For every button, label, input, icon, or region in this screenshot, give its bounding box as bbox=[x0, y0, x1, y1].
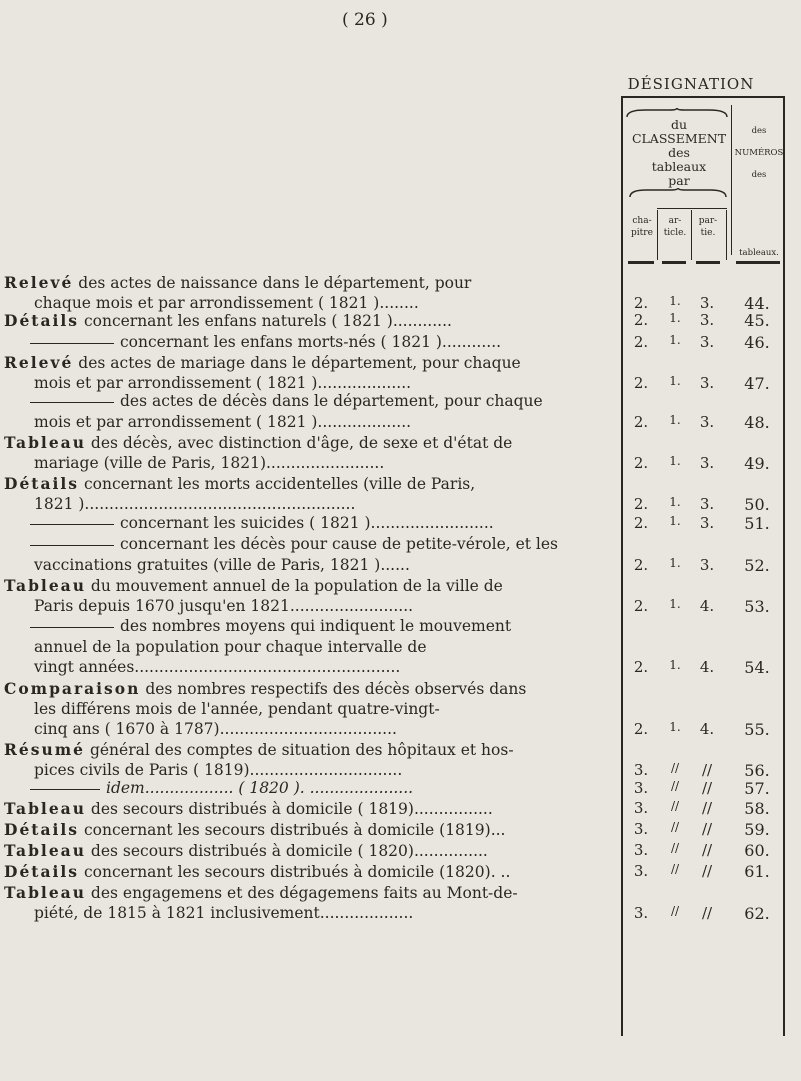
header-sub bbox=[620, 118, 738, 188]
chapitre-value: 2. bbox=[633, 596, 649, 615]
chapitre-value: 3. bbox=[633, 779, 649, 797]
article-value: // bbox=[670, 820, 680, 834]
numero-value: 56. bbox=[744, 760, 770, 780]
article-value: 1. bbox=[669, 293, 681, 308]
row-label-line bbox=[34, 413, 411, 431]
row-label-text: Paris depuis 1670 jusqu'en 1821......................... bbox=[34, 596, 414, 615]
numero-value: 59. bbox=[744, 820, 770, 839]
article-value: 1. bbox=[669, 596, 681, 611]
dash-mark bbox=[30, 789, 100, 790]
chapitre-value: 3. bbox=[633, 903, 649, 922]
row-label-text: chaque mois et par arrondissement ( 1821 )........ bbox=[34, 293, 419, 312]
row-label-line bbox=[4, 862, 510, 880]
row-label-line bbox=[4, 433, 512, 451]
header-col-line: des bbox=[751, 170, 767, 180]
row-label-text: concernant les secours distribués à domicile (1820). .. bbox=[79, 863, 511, 881]
row-label-line bbox=[34, 294, 419, 312]
article-value: 1. bbox=[669, 514, 681, 528]
header-title: DÉSIGNATION bbox=[627, 75, 755, 93]
row-label-text: vingt années...................................................... bbox=[34, 658, 401, 676]
row-label-text: piété, de 1815 à 1821 inclusivement................... bbox=[34, 903, 414, 922]
row-label-text: concernant les morts accidentelles (ville de Paris, bbox=[79, 475, 476, 493]
row-lead-word: Relevé bbox=[4, 273, 74, 292]
row-label-line bbox=[4, 841, 488, 859]
chapitre-value: 2. bbox=[633, 293, 649, 312]
row-label-text: des actes de naissance dans le département, pour bbox=[73, 274, 472, 292]
chapitre-value: 3. bbox=[633, 862, 649, 880]
dash-mark bbox=[30, 545, 114, 546]
row-lead-word: Détails bbox=[4, 311, 80, 330]
row-label-line bbox=[30, 617, 511, 635]
numero-value: 52. bbox=[744, 555, 770, 575]
header-sub-line: CLASSEMENT bbox=[631, 131, 727, 146]
header-col-line: tableaux. bbox=[739, 248, 779, 258]
article-value: // bbox=[670, 799, 680, 813]
article-value: 1. bbox=[669, 333, 681, 347]
row-label-line bbox=[34, 597, 413, 615]
row-label-line bbox=[34, 556, 410, 574]
row-label-text: concernant les enfans naturels ( 1821 )............ bbox=[79, 312, 452, 330]
header-sub-line: tableaux bbox=[651, 159, 707, 174]
row-lead-word: Détails bbox=[4, 820, 80, 839]
partie-value: // bbox=[701, 903, 713, 922]
row-lead-word: Tableau bbox=[4, 799, 86, 818]
column-divider bbox=[726, 210, 727, 260]
row-label-line bbox=[34, 374, 411, 392]
numero-value: 54. bbox=[744, 658, 770, 677]
article-value: 1. bbox=[669, 453, 681, 468]
row-lead-word: Tableau bbox=[4, 841, 86, 860]
header-rule bbox=[736, 261, 780, 264]
row-label-text: mois et par arrondissement ( 1821 )................... bbox=[34, 412, 412, 431]
partie-value: // bbox=[701, 862, 713, 880]
partie-value: 3. bbox=[699, 293, 715, 312]
row-label-text: des actes de décès dans le département, pour chaque bbox=[120, 392, 543, 410]
header-col-article bbox=[660, 215, 690, 239]
row-label-line bbox=[30, 392, 543, 410]
header-rule bbox=[628, 261, 654, 264]
row-label-text: concernant les suicides ( 1821 )......................... bbox=[120, 514, 494, 532]
article-value: 1. bbox=[669, 494, 681, 509]
partie-value: // bbox=[701, 779, 713, 797]
row-label-line bbox=[34, 700, 440, 718]
row-label-line bbox=[30, 333, 501, 351]
row-label-text: du mouvement annuel de la population de la ville de bbox=[86, 577, 503, 595]
column-divider bbox=[783, 96, 785, 1036]
numero-value: 61. bbox=[744, 862, 770, 881]
row-label-text: des secours distribués à domicile ( 1820)............... bbox=[86, 842, 488, 860]
header-col-partie bbox=[694, 215, 722, 239]
row-label-text: des décès, avec distinction d'âge, de sexe et d'état de bbox=[86, 434, 513, 452]
column-divider bbox=[731, 105, 732, 255]
row-label-line bbox=[4, 311, 452, 329]
chapitre-value: 2. bbox=[633, 494, 649, 513]
numero-value: 47. bbox=[744, 373, 770, 393]
numero-value: 45. bbox=[744, 311, 770, 330]
header-rule bbox=[662, 261, 686, 264]
row-label-text: des nombres moyens qui indiquent le mouvement bbox=[120, 617, 512, 635]
article-value: 1. bbox=[669, 555, 681, 570]
partie-value: 3. bbox=[699, 453, 715, 472]
brace-icon bbox=[628, 188, 728, 198]
row-label-line bbox=[34, 495, 355, 513]
article-value: 1. bbox=[669, 658, 681, 672]
row-lead-word: Résumé bbox=[4, 740, 86, 759]
row-label-text: cinq ans ( 1670 à 1787).................................... bbox=[34, 720, 397, 738]
row-label-line bbox=[4, 273, 471, 291]
chapitre-value: 2. bbox=[633, 453, 649, 472]
row-label-text: général des comptes de situation des hôpitaux et hos- bbox=[85, 741, 514, 759]
partie-value: // bbox=[701, 799, 713, 817]
chapitre-value: 3. bbox=[633, 820, 649, 838]
chapitre-value: 2. bbox=[633, 514, 649, 532]
partie-value: 4. bbox=[699, 720, 715, 738]
header-col-line: des bbox=[751, 126, 767, 136]
row-label-text: des actes de mariage dans le département, pour chaque bbox=[73, 354, 521, 372]
row-lead-word: Tableau bbox=[4, 433, 86, 452]
partie-value: // bbox=[701, 760, 713, 779]
header-col-line: tie. bbox=[700, 228, 716, 238]
row-label-text: les différens mois de l'année, pendant quatre-vingt- bbox=[34, 699, 440, 718]
row-label-line bbox=[4, 799, 493, 817]
header-col-numeros bbox=[734, 120, 784, 264]
article-value: 1. bbox=[669, 720, 681, 734]
partie-value: 3. bbox=[699, 333, 715, 351]
row-label-line bbox=[34, 638, 427, 656]
chapitre-value: 2. bbox=[633, 720, 649, 738]
row-lead-word: Relevé bbox=[4, 353, 74, 372]
row-label-line bbox=[34, 761, 402, 779]
row-label-text: des secours distribués à domicile ( 1819)................ bbox=[86, 800, 493, 818]
dash-mark bbox=[30, 402, 114, 403]
partie-value: // bbox=[701, 820, 713, 838]
row-label-text: concernant les enfans morts-nés ( 1821 )............ bbox=[120, 333, 502, 351]
partie-value: 3. bbox=[699, 555, 715, 574]
column-divider bbox=[657, 210, 658, 260]
header-rule bbox=[696, 261, 720, 264]
row-label-text: vaccinations gratuites (ville de Paris, 1821 )...... bbox=[34, 555, 410, 574]
row-label-line bbox=[4, 474, 475, 492]
header-sub-line: du bbox=[670, 117, 688, 132]
partie-value: 3. bbox=[699, 494, 715, 513]
chapitre-value: 3. bbox=[633, 760, 649, 779]
partie-value: // bbox=[701, 841, 713, 859]
row-lead-word: Comparaison bbox=[4, 679, 141, 698]
row-label-text: 1821 )....................................................... bbox=[34, 494, 356, 513]
numero-value: 46. bbox=[744, 333, 770, 352]
header-sub-line: des bbox=[668, 145, 690, 160]
article-value: // bbox=[670, 779, 680, 793]
row-label-text: pices civils de Paris ( 1819)............................... bbox=[34, 760, 403, 779]
numero-value: 48. bbox=[744, 412, 770, 432]
header-sub-line: par bbox=[668, 173, 690, 188]
chapitre-value: 3. bbox=[633, 799, 649, 817]
partie-value: 3. bbox=[699, 373, 715, 392]
row-label-text: mois et par arrondissement ( 1821 )................... bbox=[34, 373, 412, 392]
numero-value: 55. bbox=[744, 720, 770, 739]
row-label-line bbox=[34, 454, 384, 472]
partie-value: 3. bbox=[699, 514, 715, 532]
column-divider bbox=[621, 96, 623, 1036]
header-top-rule bbox=[621, 96, 785, 98]
header-rule bbox=[657, 208, 727, 209]
header-col-line: NUMÉROS bbox=[734, 148, 784, 158]
chapitre-value: 2. bbox=[633, 373, 649, 392]
header-col-line: ar- bbox=[668, 216, 682, 226]
partie-value: 3. bbox=[699, 412, 715, 431]
article-value: // bbox=[670, 903, 680, 918]
dash-mark bbox=[30, 524, 114, 525]
row-label-line bbox=[34, 658, 400, 676]
row-label-text: concernant les secours distribués à domicile (1819)... bbox=[79, 821, 506, 839]
row-label-line bbox=[4, 679, 526, 697]
row-label-line bbox=[4, 576, 503, 594]
row-label-line bbox=[4, 883, 518, 901]
row-label-text: des nombres respectifs des décès observés dans bbox=[140, 680, 527, 698]
row-label-line bbox=[4, 353, 521, 371]
partie-value: 3. bbox=[699, 311, 715, 329]
row-lead-word: Tableau bbox=[4, 576, 86, 595]
article-value: 1. bbox=[669, 412, 681, 427]
partie-value: 4. bbox=[699, 658, 715, 676]
row-label-line bbox=[34, 904, 413, 922]
article-value: // bbox=[670, 841, 680, 855]
numero-value: 53. bbox=[744, 596, 770, 616]
chapitre-value: 3. bbox=[633, 841, 649, 859]
row-label-line bbox=[30, 514, 494, 532]
row-lead-word: Détails bbox=[4, 862, 80, 881]
page-number: ( 26 ) bbox=[342, 10, 388, 30]
chapitre-value: 2. bbox=[633, 555, 649, 574]
article-value: 1. bbox=[669, 373, 681, 388]
dash-mark bbox=[30, 343, 114, 344]
row-label-text: des engagemens et des dégagemens faits au Mont-de- bbox=[86, 884, 518, 902]
row-label-text: idem.................. ( 1820 ). ..................... bbox=[106, 779, 414, 797]
article-value: // bbox=[670, 760, 680, 775]
row-label-text: mariage (ville de Paris, 1821)........................ bbox=[34, 453, 385, 472]
header-col-chapitre bbox=[628, 215, 656, 239]
numero-value: 50. bbox=[744, 494, 770, 514]
numero-value: 60. bbox=[744, 841, 770, 860]
chapitre-value: 2. bbox=[633, 311, 649, 329]
chapitre-value: 2. bbox=[633, 333, 649, 351]
row-label-text: annuel de la population pour chaque intervalle de bbox=[34, 637, 427, 656]
header-col-line: ticle. bbox=[663, 228, 687, 238]
row-lead-word: Détails bbox=[4, 474, 80, 493]
row-label-line bbox=[30, 779, 413, 797]
row-label-line bbox=[30, 535, 558, 553]
header-col-line: cha- bbox=[632, 216, 652, 226]
numero-value: 44. bbox=[744, 293, 770, 313]
row-label-text: concernant les décès pour cause de petite-vérole, et les bbox=[120, 535, 559, 553]
row-label-line bbox=[4, 820, 505, 838]
numero-value: 57. bbox=[744, 779, 770, 798]
article-value: // bbox=[670, 862, 680, 876]
dash-mark bbox=[30, 627, 114, 628]
numero-value: 51. bbox=[744, 514, 770, 533]
row-label-line bbox=[34, 720, 397, 738]
column-divider bbox=[691, 210, 692, 260]
partie-value: 4. bbox=[699, 596, 715, 615]
numero-value: 62. bbox=[744, 903, 770, 923]
chapitre-value: 2. bbox=[633, 412, 649, 431]
article-value: 1. bbox=[669, 311, 681, 325]
row-lead-word: Tableau bbox=[4, 883, 86, 902]
row-label-line bbox=[4, 740, 514, 758]
header-col-line: par- bbox=[698, 216, 718, 226]
numero-value: 49. bbox=[744, 453, 770, 473]
header-col-line: pitre bbox=[631, 228, 653, 238]
chapitre-value: 2. bbox=[633, 658, 649, 676]
numero-value: 58. bbox=[744, 799, 770, 818]
